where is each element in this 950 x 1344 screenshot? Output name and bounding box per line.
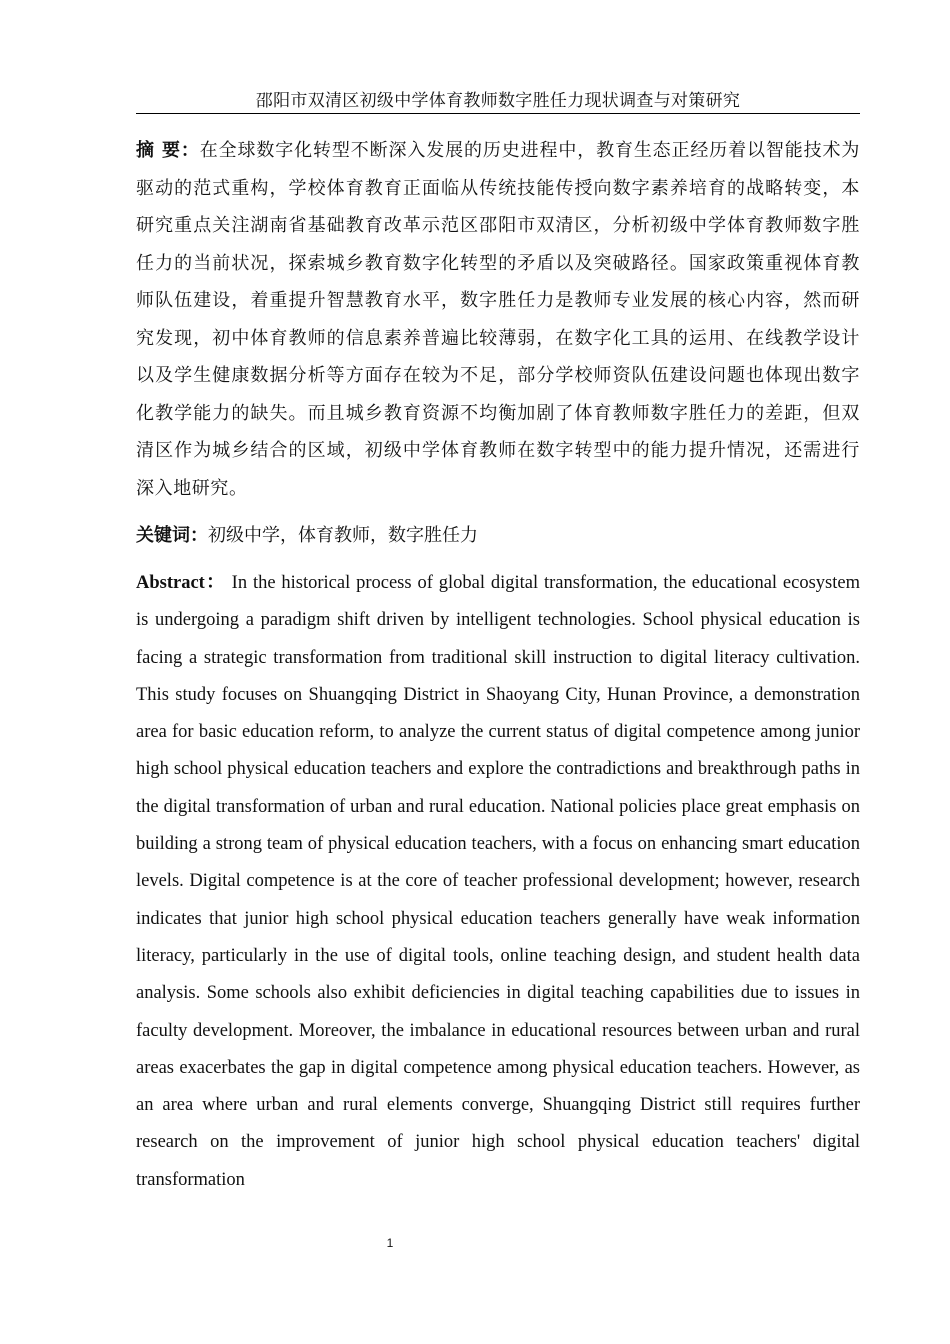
page-number: 1 [386,1236,394,1250]
english-abstract-label: Abstract： [136,573,226,593]
chinese-abstract-label: 摘 要： [136,140,200,161]
keywords-line [136,517,860,554]
keywords-label: 关键词： [136,525,208,546]
chinese-abstract-text: 在全球数字化转型不断深入发展的历史进程中，教育生态正经历着以智能技术为驱动的范式重构，学校体育教育正面临从传统技能传授向数字素养培育的战略转变，本研究重点关注湖南省基础教育改革示范区邵阳市双清区，分析初级中学体育教师数字胜任力的当前状况，探索城乡教育数字化转型的矛盾以及突破路径。国家政策重视体育教师队伍建设，着重提升智慧教育水平，数字胜任力是教师专业发展的核心内容，然而研究发现，初中体育教师的信息素养普遍比较薄弱，在数字化工具的运用、在线教学设计以及学生健康数据分析等方面存在较为不足，部分学校师资队伍建设问题也体现出数字化教学能力的缺失。而且城乡教育资源不均衡加剧了体育教师数字胜任力的差距，但双清区作为城乡结合的区域，初级中学体育教师在数字转型中的能力提升情况，还需进行深入地研究。 [136,140,861,499]
english-abstract-text: In the historical process of global digital transformation, the educational ecosystem is undergoing a paradigm shift driven by intelligent technologies. School physical education is facing a strategic transformation from traditional skill instruction to digital literacy cultivation. This study focuses on Shuangqing District in Shaoyang City, Hunan Province, a demonstration area for basic education reform, to analyze the current status of digital competence among junior high school physical education teachers and explore the contradictions and breakthrough paths in the digital transformation of urban and rural education. National policies place great emphasis on building a strong team of physical education teachers, with a focus on enhancing smart education levels. Digital competence is at the core of teacher professional development; however, research indicates that junior high school physical education teachers generally have weak information literacy, particularly in the use of digital tools, online teaching design, and student health data analysis. Some schools also exhibit deficiencies in digital teaching capabilities due to issues in faculty development. Moreover, the imbalance in educational resources between urban and rural areas exacerbates the gap in digital competence among physical education teachers. However, as an area where urban and rural elements converge, Shuangqing District still requires further research on the improvement of junior high school physical education teachers' digital transformation [136,573,860,1190]
running-header: 邵阳市双清区初级中学体育教师数字胜任力现状调查与对策研究 [136,91,860,114]
chinese-abstract [136,132,860,507]
keywords-text: 初级中学，体育教师，数字胜任力 [208,525,478,546]
english-abstract [136,565,860,1199]
